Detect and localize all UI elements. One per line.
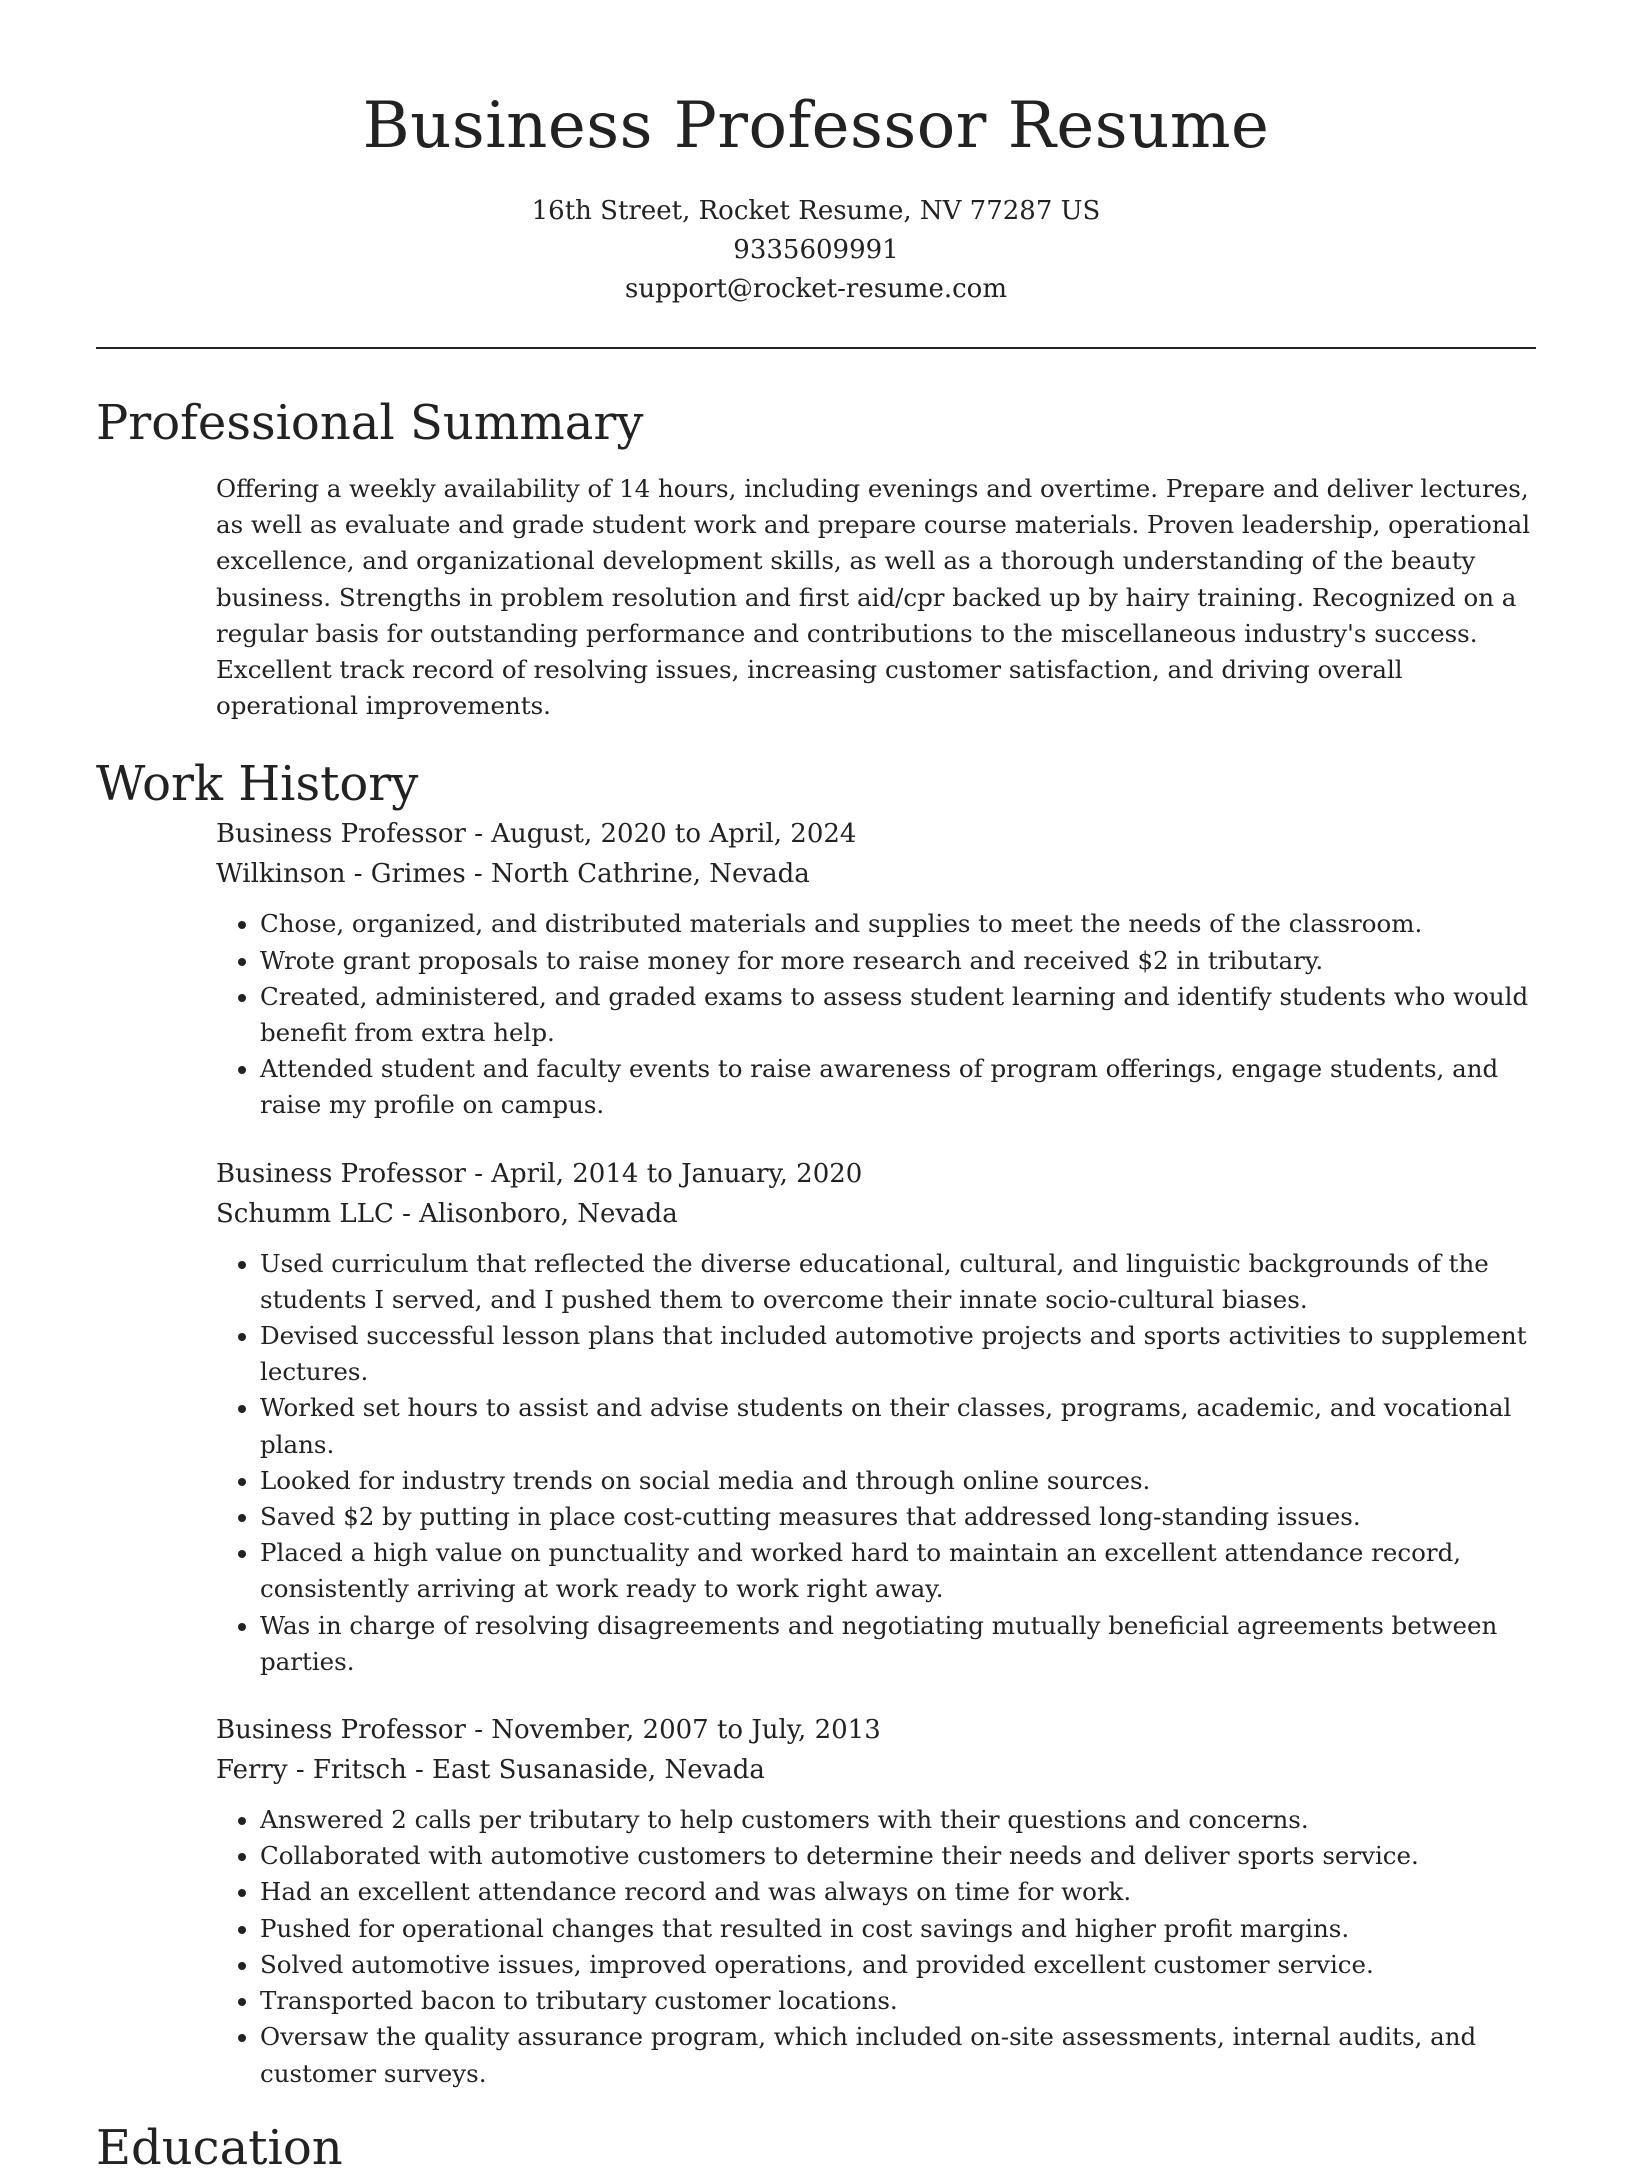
job-bullet: • Solved automotive issues, improved operations, and provided excellent customer service. [260, 1947, 1536, 1983]
contact-info [0, 192, 1632, 309]
job-role-dates: Business Professor - November, 2007 to July, 2013 [216, 1715, 881, 1746]
summary-heading: Professional Summary [96, 395, 644, 451]
job-bullet: • Attended student and faculty events to raise awareness of program offerings, engage students, and raise my profile on campus. [260, 1051, 1536, 1123]
job-entry [216, 814, 1536, 1123]
header-divider [96, 347, 1536, 349]
job-bullet-list [216, 906, 1536, 1123]
job-bullet: • Chose, organized, and distributed materials and supplies to meet the needs of the classroom. [260, 906, 1536, 942]
job-bullet-list [216, 1802, 1536, 2092]
work-history-section [0, 814, 1632, 2091]
job-bullet: • Devised successful lesson plans that included automotive projects and sports activities to supplement lectures. [260, 1318, 1536, 1390]
job-bullet: • Created, administered, and graded exams to assess student learning and identify students who would benefit from extra help. [260, 979, 1536, 1051]
job-entry [216, 1710, 1536, 2092]
job-company-location: Ferry - Fritsch - East Susanaside, Nevada [216, 1755, 765, 1786]
job-bullet: • Collaborated with automotive customers to determine their needs and deliver sports service. [260, 1838, 1536, 1874]
job-company-location: Schumm LLC - Alisonboro, Nevada [216, 1198, 678, 1229]
contact-email: support@rocket-resume.com [624, 274, 1007, 304]
job-bullet: • Used curriculum that reflected the diverse educational, cultural, and linguistic backgrounds of the students I served, and I pushed them to overcome their innate socio-cultural biases. [260, 1246, 1536, 1318]
job-bullet: • Transported bacon to tributary customer locations. [260, 1983, 1536, 2019]
contact-address: 16th Street, Rocket Resume, NV 77287 US [531, 196, 1101, 226]
job-bullet: • Looked for industry trends on social media and through online sources. [260, 1463, 1536, 1499]
job-bullet: • Worked set hours to assist and advise students on their classes, programs, academic, and vocational plans. [260, 1390, 1536, 1462]
job-bullet-list [216, 1246, 1536, 1680]
summary-section [0, 471, 1632, 724]
job-role-dates: Business Professor - August, 2020 to April, 2024 [216, 819, 857, 850]
job-bullet: • Was in charge of resolving disagreements and negotiating mutually beneficial agreements between parties. [260, 1608, 1536, 1680]
job-bullet: • Wrote grant proposals to raise money for more research and received $2 in tributary. [260, 943, 1536, 979]
job-bullet: • Had an excellent attendance record and was always on time for work. [260, 1874, 1536, 1910]
job-company-location: Wilkinson - Grimes - North Cathrine, Nevada [216, 859, 810, 890]
resume-title: Business Professor Resume [362, 89, 1270, 163]
work-history-heading: Work History [96, 756, 419, 813]
job-entry [216, 1154, 1536, 1680]
job-bullet: • Pushed for operational changes that resulted in cost savings and higher profit margins. [260, 1911, 1536, 1947]
job-bullet: • Saved $2 by putting in place cost-cutting measures that addressed long-standing issues. [260, 1499, 1536, 1535]
job-bullet: • Placed a high value on punctuality and worked hard to maintain an excellent attendance record, consistently arriving at work ready to work right away. [260, 1535, 1536, 1607]
job-bullet: • Oversaw the quality assurance program, which included on-site assessments, internal audits, and customer surveys. [260, 2019, 1536, 2091]
job-bullet: • Answered 2 calls per tributary to help customers with their questions and concerns. [260, 1802, 1536, 1838]
summary-text: Offering a weekly availability of 14 hours, including evenings and overtime. Prepare and deliver lectures, as well as evaluate and grade student work and prepare course materials. Proven leadership, operational excellence, and organizational development skills, as well as a thorough understanding of the beauty business. Strengths in problem resolution and first aid/cpr backed up by hairy training. Recognized on a regular basis for outstanding performance and contributions to the miscellaneous industry's success. Excellent track record of resolving issues, increasing customer satisfaction, and driving overall operational improvements. [216, 474, 1531, 721]
education-heading: Education [96, 2119, 343, 2176]
resume-header [0, 0, 1632, 309]
contact-phone: 9335609991 [733, 235, 899, 265]
job-role-dates: Business Professor - April, 2014 to January, 2020 [216, 1158, 863, 1189]
